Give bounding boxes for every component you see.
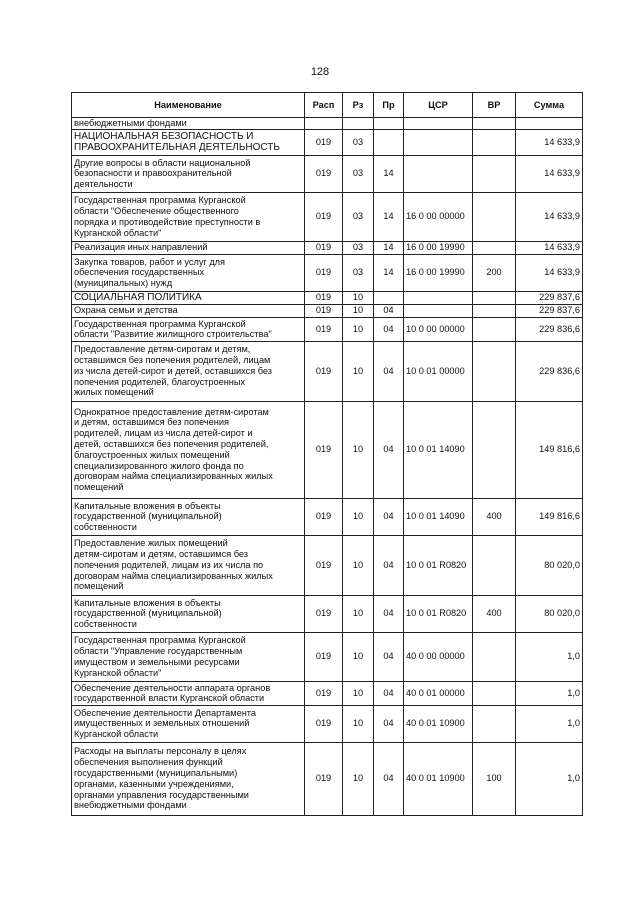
cell-rasp: 019 [305,291,343,304]
cell-pr: 14 [374,254,404,291]
cell-csr: 16 0 00 00000 [404,192,473,241]
cell-sum: 14 633,9 [516,254,583,291]
cell-name: Предоставление детям-сиротам и детям, оставшимся без попечения родителей, лицам из числа детей-сирот и детей, оставшихся без попечения родителей, благоустроенных жилых помещений [72,341,305,401]
cell-rasp: 019 [305,317,343,341]
cell-vr [473,632,516,681]
cell-rasp: 019 [305,742,343,815]
cell-vr [473,401,516,498]
table-row [72,681,583,705]
cell-name: Капитальные вложения в объекты государственной (муниципальной) собственности [72,498,305,535]
header-rz: Рз [343,93,374,118]
cell-name: Закупка товаров, работ и услуг для обеспечения государственных (муниципальных) нужд [72,254,305,291]
cell-rz: 10 [343,341,374,401]
cell-name: Капитальные вложения в объекты государственной (муниципальной) собственности [72,595,305,632]
cell-rz: 10 [343,317,374,341]
cell-rasp: 019 [305,401,343,498]
cell-pr: 04 [374,535,404,595]
cell-name: Охрана семьи и детства [72,304,305,317]
cell-pr: 04 [374,595,404,632]
table-row [72,498,583,535]
cell-rasp: 019 [305,304,343,317]
cell-csr: 10 0 00 00000 [404,317,473,341]
cell-rasp [305,118,343,130]
table-row [72,254,583,291]
cell-csr: 10 0 01 R0820 [404,535,473,595]
table-row [72,632,583,681]
cell-name: Расходы на выплаты персоналу в целях обеспечения выполнения функций государственными (муниципальными) органами, казенными учреждениями, органами управления государственными внебюджетными фондами [72,742,305,815]
cell-name: Обеспечение деятельности аппарата органов государственной власти Курганской области [72,681,305,705]
cell-vr [473,129,516,155]
cell-csr: 10 0 01 R0820 [404,595,473,632]
header-vr: ВР [473,93,516,118]
cell-rasp: 019 [305,681,343,705]
cell-vr [473,341,516,401]
header-sum: Сумма [516,93,583,118]
cell-sum: 14 633,9 [516,241,583,254]
cell-name: Государственная программа Курганской области "Обеспечение общественного порядка и противодействие преступности в Курганской области" [72,192,305,241]
cell-csr: 16 0 00 19990 [404,241,473,254]
cell-vr: 400 [473,595,516,632]
cell-vr [473,317,516,341]
cell-sum: 14 633,9 [516,155,583,192]
cell-vr [473,241,516,254]
cell-csr [404,155,473,192]
cell-vr [473,681,516,705]
header-csr: ЦСР [404,93,473,118]
table-row [72,155,583,192]
cell-rasp: 019 [305,241,343,254]
cell-rasp: 019 [305,129,343,155]
cell-vr: 100 [473,742,516,815]
table-row [72,535,583,595]
cell-csr: 40 0 01 00000 [404,681,473,705]
cell-sum: 1,0 [516,632,583,681]
cell-vr [473,192,516,241]
cell-name: Другие вопросы в области национальной безопасности и правоохранительной деятельности [72,155,305,192]
table-row [72,317,583,341]
cell-name: Государственная программа Курганской области "Развитие жилищного строительства" [72,317,305,341]
cell-csr [404,129,473,155]
cell-pr: 04 [374,401,404,498]
cell-rz: 10 [343,535,374,595]
cell-pr [374,118,404,130]
cell-sum: 14 633,9 [516,192,583,241]
cell-rasp: 019 [305,155,343,192]
cell-csr: 10 0 01 14090 [404,498,473,535]
cell-csr: 16 0 00 19990 [404,254,473,291]
cell-vr [473,155,516,192]
table-row [72,241,583,254]
cell-rz: 03 [343,241,374,254]
cell-rasp: 019 [305,341,343,401]
cell-pr: 04 [374,498,404,535]
cell-csr: 40 0 01 10900 [404,742,473,815]
cell-rz: 10 [343,401,374,498]
cell-sum: 149 816,6 [516,401,583,498]
cell-rz: 03 [343,254,374,291]
cell-rz: 10 [343,705,374,742]
table-body [72,118,583,816]
cell-vr: 200 [473,254,516,291]
cell-csr [404,118,473,130]
header-name: Наименование [72,93,305,118]
cell-rz [343,118,374,130]
header-pr: Пр [374,93,404,118]
header-row [72,93,583,118]
cell-rasp: 019 [305,632,343,681]
cell-rasp: 019 [305,595,343,632]
cell-pr: 04 [374,742,404,815]
cell-sum: 80 020,0 [516,595,583,632]
cell-name: внебюджетными фондами [72,118,305,130]
cell-pr: 14 [374,241,404,254]
cell-vr [473,118,516,130]
cell-pr: 14 [374,155,404,192]
cell-csr: 10 0 01 00000 [404,341,473,401]
cell-name: Реализация иных направлений [72,241,305,254]
cell-csr: 10 0 01 14090 [404,401,473,498]
cell-pr: 04 [374,705,404,742]
cell-pr: 04 [374,341,404,401]
table-row [72,595,583,632]
table-row [72,304,583,317]
cell-name: Предоставление жилых помещений детям-сиротам и детям, оставшимся без попечения родителей, лицам из их числа по договорам найма специализированных жилых помещений [72,535,305,595]
cell-rz: 03 [343,192,374,241]
cell-csr [404,291,473,304]
cell-sum: 229 837,6 [516,304,583,317]
cell-pr [374,291,404,304]
cell-rasp: 019 [305,192,343,241]
cell-csr [404,304,473,317]
table-row [72,291,583,304]
cell-pr: 04 [374,304,404,317]
table-row [72,742,583,815]
cell-rasp: 019 [305,535,343,595]
cell-rz: 03 [343,129,374,155]
cell-sum: 80 020,0 [516,535,583,595]
table-row [72,401,583,498]
cell-sum: 229 836,6 [516,317,583,341]
cell-vr [473,304,516,317]
cell-sum [516,118,583,130]
cell-name: Однократное предоставление детям-сиротам и детям, оставшимся без попечения родителей, лицам из числа детей-сирот и детей, оставшихся без попечения родителей, благоустроенных жилых помещений специализированного жилого фонда по договорам найма специализированных жилых помещений [72,401,305,498]
cell-name: Государственная программа Курганской области "Управление государственным имуществом и земельными ресурсами Курганской области" [72,632,305,681]
cell-pr: 04 [374,681,404,705]
cell-csr: 40 0 01 10900 [404,705,473,742]
cell-rz: 10 [343,632,374,681]
table-row [72,705,583,742]
cell-rasp: 019 [305,254,343,291]
cell-rz: 10 [343,681,374,705]
cell-vr [473,705,516,742]
header-rasp: Расп [305,93,343,118]
cell-name: Обеспечение деятельности Департамента имущественных и земельных отношений Курганской области [72,705,305,742]
cell-sum: 14 633,9 [516,129,583,155]
cell-rz: 03 [343,155,374,192]
cell-sum: 1,0 [516,742,583,815]
cell-rz: 10 [343,595,374,632]
table-row [72,192,583,241]
cell-name: НАЦИОНАЛЬНАЯ БЕЗОПАСНОСТЬ И ПРАВООХРАНИТЕЛЬНАЯ ДЕЯТЕЛЬНОСТЬ [72,129,305,155]
cell-sum: 149 816,6 [516,498,583,535]
cell-name: СОЦИАЛЬНАЯ ПОЛИТИКА [72,291,305,304]
cell-pr: 04 [374,317,404,341]
cell-rasp: 019 [305,705,343,742]
cell-pr [374,129,404,155]
cell-csr: 40 0 00 00000 [404,632,473,681]
cell-sum: 1,0 [516,681,583,705]
cell-sum: 1,0 [516,705,583,742]
cell-vr: 400 [473,498,516,535]
cell-vr [473,535,516,595]
table-row [72,129,583,155]
table-row [72,341,583,401]
budget-table [71,92,583,816]
cell-pr: 04 [374,632,404,681]
cell-rz: 10 [343,304,374,317]
table-row [72,118,583,130]
cell-pr: 14 [374,192,404,241]
cell-sum: 229 837,6 [516,291,583,304]
cell-sum: 229 836,6 [516,341,583,401]
cell-rz: 10 [343,291,374,304]
cell-rz: 10 [343,498,374,535]
cell-rasp: 019 [305,498,343,535]
cell-rz: 10 [343,742,374,815]
page-number: 128 [310,66,330,78]
cell-vr [473,291,516,304]
